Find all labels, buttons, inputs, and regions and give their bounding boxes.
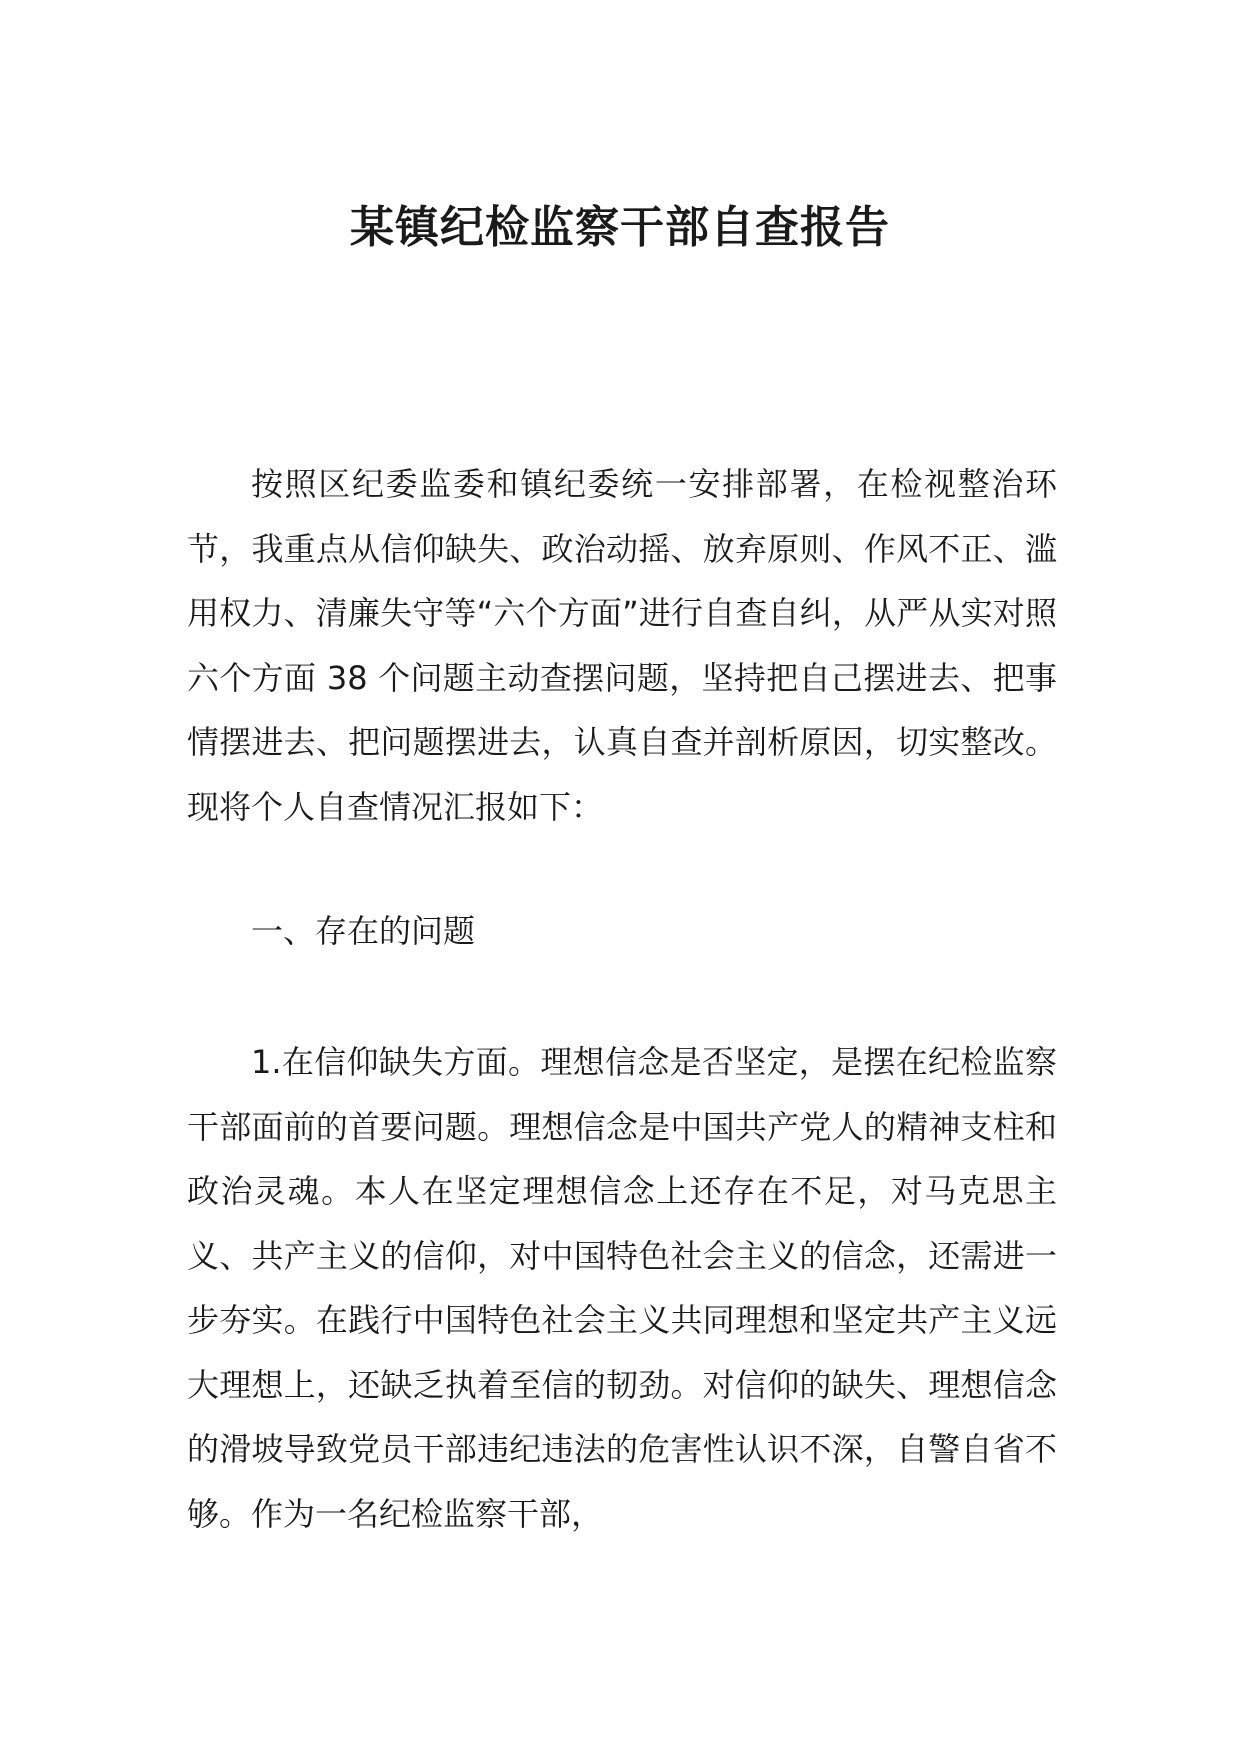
item-1-paragraph: 1.在信仰缺失方面。理想信念是否坚定，是摆在纪检监察干部面前的首要问题。理想信念是中国共产党人的精神支柱和政治灵魂。本人在坚定理想信念上还存在不足，对马克思主义、共产主义的信仰，对中国特色社会主义的信念，还需进一步夯实。在践行中国特色社会主义共同理想和坚定共产主义远大理想上，还缺乏执着至信的韧劲。对信仰的缺失、理想信念的滑坡导致党员干部违纪违法的危害性认识不深，自警自省不够。作为一名纪检监察干部，: [187, 1043, 1057, 1533]
section-heading: 一、存在的问题: [251, 912, 476, 950]
intro-paragraph: 按照区纪委监委和镇纪委统一安排部署，在检视整治环节，我重点从信仰缺失、政治动摇、放弃原则、作风不正、滥用权力、清廉失守等“六个方面”进行自查自纠，从严从实对照六个方面 38 个问题主动查摆问题，坚持把自己摆进去、把事情摆进去、把问题摆进去，认真自查并剖析原因，切实整改。现将个人自查情况汇报如下：: [187, 465, 1057, 826]
document-title: 某镇纪检监察干部自查报告: [350, 202, 890, 253]
